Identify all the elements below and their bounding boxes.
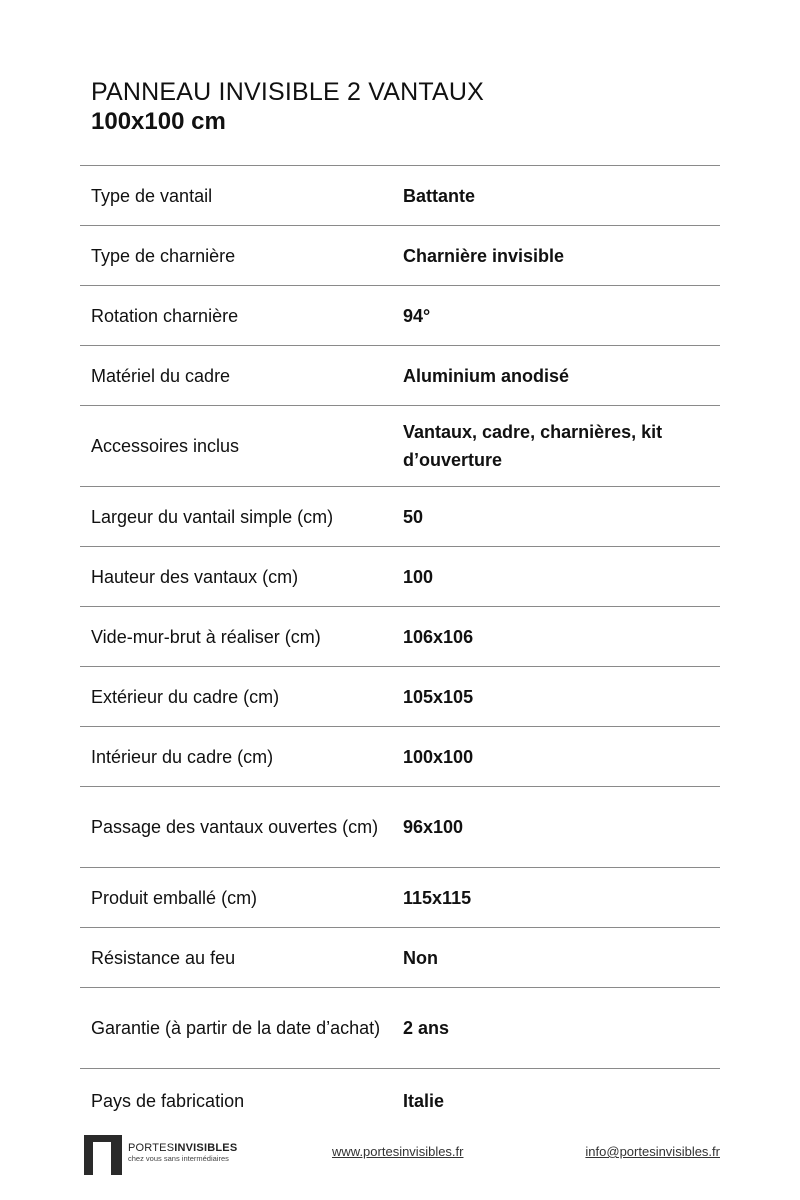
spec-label: Intérieur du cadre (cm): [80, 727, 403, 787]
spec-row-feu: [80, 928, 720, 988]
spec-label: Matériel du cadre: [80, 346, 403, 406]
spec-label: Résistance au feu: [80, 928, 403, 988]
spec-row-materiel: [80, 346, 720, 406]
specifications-table: [80, 165, 720, 1133]
spec-row-pays: [80, 1069, 720, 1134]
spec-label: Vide-mur-brut à réaliser (cm): [80, 607, 403, 667]
spec-value: 115x115: [403, 868, 720, 928]
spec-row-passage: [80, 787, 720, 868]
spec-value: Aluminium anodisé: [403, 346, 720, 406]
spec-value: 2 ans: [403, 988, 720, 1069]
spec-value: Non: [403, 928, 720, 988]
spec-label: Hauteur des vantaux (cm): [80, 547, 403, 607]
spec-value: 106x106: [403, 607, 720, 667]
spec-label: Type de vantail: [80, 166, 403, 226]
spec-row-vide-mur: [80, 607, 720, 667]
product-title: PANNEAU INVISIBLE 2 VANTAUX: [91, 78, 485, 106]
spec-value: 100: [403, 547, 720, 607]
spec-label: Garantie (à partir de la date d’achat): [80, 988, 403, 1069]
spec-value: 100x100: [403, 727, 720, 787]
brand-logo-text: [128, 1142, 237, 1164]
spec-label: Rotation charnière: [80, 286, 403, 346]
spec-label: Pays de fabrication: [80, 1069, 403, 1134]
spec-row-rotation: [80, 286, 720, 346]
spec-value: 96x100: [403, 787, 720, 868]
spec-row-garantie: [80, 988, 720, 1069]
spec-label: Type de charnière: [80, 226, 403, 286]
spec-value: Charnière invisible: [403, 226, 720, 286]
spec-label: Accessoires inclus: [80, 406, 403, 487]
spec-row-hauteur: [80, 547, 720, 607]
spec-value: 94°: [403, 286, 720, 346]
spec-row-emballe: [80, 868, 720, 928]
spec-label: Passage des vantaux ouvertes (cm): [80, 787, 403, 868]
spec-row-exterieur: [80, 667, 720, 727]
spec-value: 50: [403, 487, 720, 547]
page-footer: [0, 1130, 800, 1180]
spec-label: Produit emballé (cm): [80, 868, 403, 928]
product-dimensions: 100x100 cm: [91, 108, 226, 135]
spec-row-type-charniere: [80, 226, 720, 286]
spec-label: Extérieur du cadre (cm): [80, 667, 403, 727]
spec-row-type-vantail: [80, 166, 720, 226]
email-link[interactable]: info@portesinvisibles.fr: [585, 1144, 720, 1159]
spec-value: Battante: [403, 166, 720, 226]
brand-tagline: chez vous sans intermédiaires: [128, 1154, 229, 1163]
brand-name: PORTESINVISIBLES: [128, 1142, 238, 1154]
door-logo-icon: [84, 1135, 122, 1175]
spec-row-interieur: [80, 727, 720, 787]
spec-value: 105x105: [403, 667, 720, 727]
spec-label: Largeur du vantail simple (cm): [80, 487, 403, 547]
spec-value: Italie: [403, 1069, 720, 1134]
spec-value: Vantaux, cadre, charnières, kit d’ouverture: [403, 406, 720, 487]
website-link[interactable]: www.portesinvisibles.fr: [332, 1144, 464, 1159]
spec-row-largeur: [80, 487, 720, 547]
spec-row-accessoires: [80, 406, 720, 487]
